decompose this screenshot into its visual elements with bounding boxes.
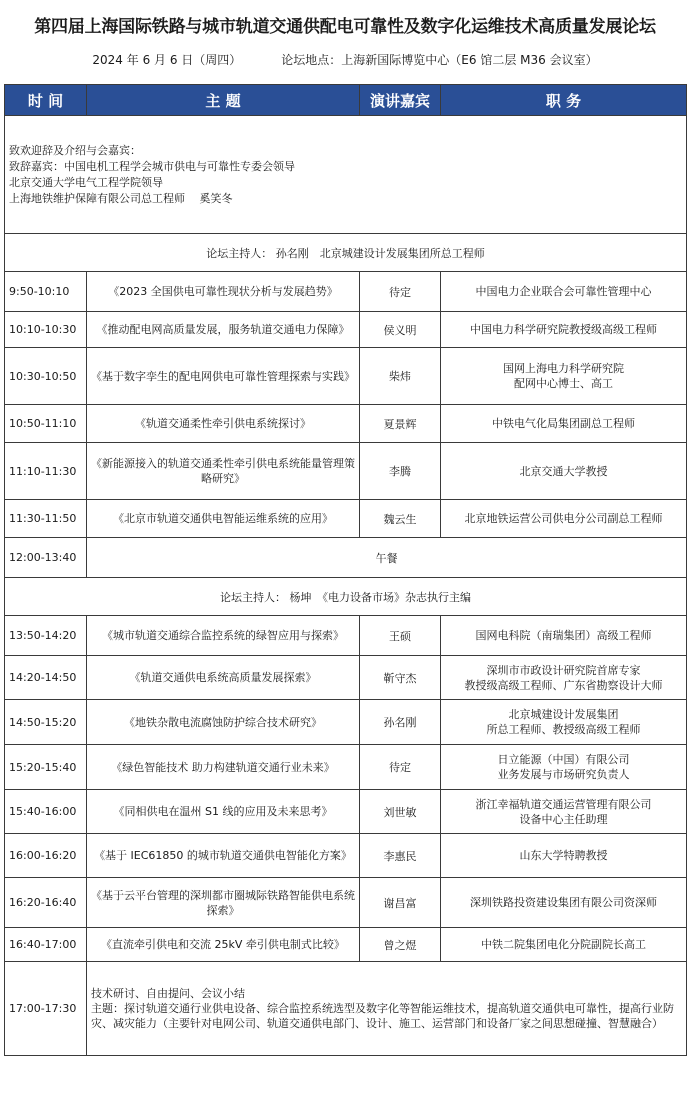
session-speaker: 靳守杰 (360, 656, 441, 700)
session-speaker: 曾之煜 (360, 928, 441, 962)
role-line: 国网上海电力科学研究院 (503, 362, 624, 375)
welcome-cell (5, 116, 687, 234)
session-topic: 《新能源接入的轨道交通柔性牵引供电系统能量管理策略研究》 (87, 443, 360, 500)
session-time: 14:50-15:20 (5, 700, 87, 745)
table-row (5, 405, 687, 443)
session-time: 15:20-15:40 (5, 745, 87, 790)
session-speaker: 孙名刚 (360, 700, 441, 745)
welcome-line: 上海地铁维护保障有限公司总工程师 奚笑冬 (9, 191, 233, 205)
session-role (441, 500, 687, 538)
column-header-speaker: 演讲嘉宾 (360, 85, 441, 116)
role-line: 北京地铁运营公司供电分公司副总工程师 (464, 512, 663, 525)
closing-line-1: 技术研讨、自由提问、会议小结 (91, 987, 245, 1000)
session-role (441, 443, 687, 500)
lunch-row (5, 538, 687, 578)
session-time: 16:00-16:20 (5, 834, 87, 878)
session-topic: 《基于 IEC61850 的城市轨道交通供电智能化方案》 (87, 834, 360, 878)
table-row (5, 616, 687, 656)
table-row (5, 272, 687, 312)
session-role (441, 312, 687, 348)
session-time: 16:20-16:40 (5, 878, 87, 928)
role-line: 设备中心主任助理 (519, 812, 608, 826)
page-title: 第四届上海国际铁路与城市轨道交通供配电可靠性及数字化运维技术高质量发展论坛 (34, 17, 656, 37)
session-role (441, 928, 687, 962)
session-role (441, 700, 687, 745)
session-role (441, 616, 687, 656)
session-topic: 《轨道交通供电系统高质量发展探索》 (87, 656, 360, 700)
session-role (441, 790, 687, 834)
table-row (5, 443, 687, 500)
role-line: 中国电力企业联合会可靠性管理中心 (475, 285, 652, 298)
session-speaker: 夏景辉 (360, 405, 441, 443)
role-line: 北京交通大学教授 (519, 464, 608, 478)
role-line: 中铁电气化局集团副总工程师 (492, 417, 635, 430)
table-row (5, 834, 687, 878)
event-info (0, 52, 690, 68)
session-time: 16:40-17:00 (5, 928, 87, 962)
session-time: 13:50-14:20 (5, 616, 87, 656)
closing-line-2: 主题：探讨轨道交通行业供电设备、综合监控系统选型及数字化等智能运维技术，提高轨道交通供电可靠性，提高行业防灾、减灾能力（主要针对电网公司、轨道交通供电部门、设计、施工、运营部门和设备厂家之间思想碰撞、智慧融合） (91, 1002, 674, 1030)
session-role (441, 878, 687, 928)
session-time: 9:50-10:10 (5, 272, 87, 312)
session-topic: 《基于云平台管理的深圳都市圈城际铁路智能供电系统探索》 (87, 878, 360, 928)
session-time: 14:20-14:50 (5, 656, 87, 700)
welcome-line: 致欢迎辞及介绍与会嘉宾： (9, 143, 141, 157)
role-line: 山东大学特聘教授 (519, 849, 608, 862)
table-row (5, 656, 687, 700)
table-row (5, 878, 687, 928)
event-venue: 论坛地点：上海新国际博览中心（E6 馆二层 M36 会议室） (281, 53, 598, 67)
role-line: 国网电科院（南瑞集团）高级工程师 (475, 629, 652, 642)
session-time: 10:30-10:50 (5, 348, 87, 405)
session-speaker: 李惠民 (360, 834, 441, 878)
column-header-role: 职 务 (441, 85, 687, 116)
role-line: 中铁二院集团电化分院副院长高工 (481, 938, 646, 951)
session-topic: 《2023 全国供电可靠性现状分析与发展趋势》 (87, 272, 360, 312)
session-role (441, 405, 687, 443)
welcome-line: 致辞嘉宾：中国电机工程学会城市供电与可靠性专委会领导 (9, 159, 295, 173)
session-time: 11:30-11:50 (5, 500, 87, 538)
table-row (5, 312, 687, 348)
role-line: 深圳铁路投资建设集团有限公司资深师 (470, 896, 657, 909)
closing-content (87, 962, 687, 1056)
role-line: 日立能源（中国）有限公司 (497, 753, 630, 766)
role-line: 配网中心博士、高工 (514, 377, 613, 390)
session-role (441, 656, 687, 700)
host-row (5, 578, 687, 616)
session-topic: 《地铁杂散电流腐蚀防护综合技术研究》 (87, 700, 360, 745)
host-1: 论坛主持人： 孙名刚 北京城建设计发展集团所总工程师 (5, 234, 687, 272)
session-topic: 《直流牵引供电和交流 25kV 牵引供电制式比较》 (87, 928, 360, 962)
session-time: 11:10-11:30 (5, 443, 87, 500)
role-line: 所总工程师、教授级高级工程师 (486, 723, 641, 736)
host-row (5, 234, 687, 272)
session-speaker: 刘世敏 (360, 790, 441, 834)
table-row (5, 745, 687, 790)
session-speaker: 侯义明 (360, 312, 441, 348)
session-speaker: 柴炜 (360, 348, 441, 405)
welcome-line: 北京交通大学电气工程学院领导 (9, 175, 163, 189)
role-line: 业务发展与市场研究负责人 (497, 768, 630, 781)
role-line: 浙江幸福轨道交通运营管理有限公司 (475, 797, 652, 811)
session-topic: 《同相供电在温州 S1 线的应用及未来思考》 (87, 790, 360, 834)
session-speaker: 待定 (360, 745, 441, 790)
session-topic: 《城市轨道交通综合监控系统的绿智应用与探索》 (87, 616, 360, 656)
host-2: 论坛主持人： 杨坤 《电力设备市场》杂志执行主编 (5, 578, 687, 616)
session-speaker: 魏云生 (360, 500, 441, 538)
session-time: 15:40-16:00 (5, 790, 87, 834)
schedule-table (4, 84, 687, 1056)
table-row (5, 790, 687, 834)
event-date: 2024 年 6 月 6 日（周四） (92, 53, 242, 67)
role-line: 中国电力科学研究院教授级高级工程师 (470, 323, 657, 336)
session-role (441, 745, 687, 790)
lunch-label: 午餐 (87, 538, 687, 578)
role-line: 深圳市市政设计研究院首席专家 (486, 663, 641, 677)
session-role (441, 834, 687, 878)
session-topic: 《北京市轨道交通供电智能运维系统的应用》 (87, 500, 360, 538)
session-topic: 《基于数字孪生的配电网供电可靠性管理探索与实践》 (87, 348, 360, 405)
role-line: 教授级高级工程师、广东省勘察设计大师 (464, 678, 663, 692)
closing-time: 17:00-17:30 (5, 962, 87, 1056)
table-row (5, 348, 687, 405)
column-header-topic: 主 题 (87, 85, 360, 116)
welcome-row (5, 116, 687, 234)
session-speaker: 待定 (360, 272, 441, 312)
session-topic: 《绿色智能技术 助力构建轨道交通行业未来》 (87, 745, 360, 790)
session-role (441, 272, 687, 312)
session-time: 10:10-10:30 (5, 312, 87, 348)
lunch-time: 12:00-13:40 (5, 538, 87, 578)
session-topic: 《推动配电网高质量发展，服务轨道交通电力保障》 (87, 312, 360, 348)
table-row (5, 500, 687, 538)
table-row (5, 700, 687, 745)
column-header-time: 时 间 (5, 85, 87, 116)
session-time: 10:50-11:10 (5, 405, 87, 443)
session-topic: 《轨道交通柔性牵引供电系统探讨》 (87, 405, 360, 443)
session-speaker: 谢昌富 (360, 878, 441, 928)
session-role (441, 348, 687, 405)
role-line: 北京城建设计发展集团 (508, 708, 619, 721)
closing-row (5, 962, 687, 1056)
session-speaker: 王硕 (360, 616, 441, 656)
table-row (5, 928, 687, 962)
session-speaker: 李腾 (360, 443, 441, 500)
table-header-row (5, 85, 687, 116)
